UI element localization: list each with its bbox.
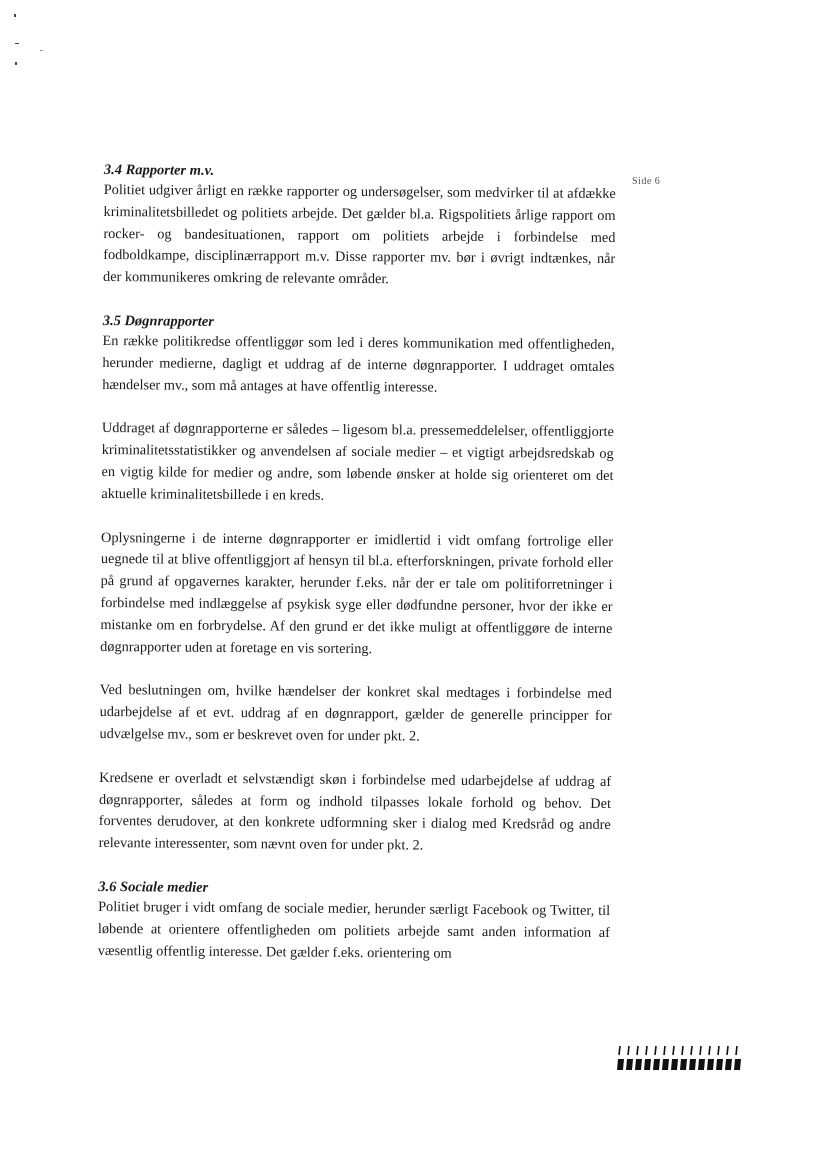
- document-body: [98, 160, 616, 966]
- barcode-top-row: [619, 1046, 737, 1055]
- heading-3-4: 3.4 Rapporter m.v.: [103, 161, 215, 179]
- paragraph-3-5-2: Uddraget af døgnrapporterne er således – ligesom bl.a. pressemeddelelser, offentliggjorte kriminalitetsstatistikker og anvendelsen af sociale medier – et vigtigt arbejdsredskab og en vigtig kilde for medier og andre, som løbende ønsker at holde sig orienteret om det aktuelle kriminalitetsbillede i en kreds.: [101, 420, 614, 504]
- page-number-label: Side 6: [632, 176, 661, 187]
- paragraph-3-5-5: Kredsene er overladt et selvstændigt skøn i forbindelse med udarbejdelse af uddrag af døgnrapporter, således at form og indhold tilpasses lokale forhold og behov. Det forventes derudover, at den konkrete udformning sker i dialog med Kredsråd og andre relevante interessenter, som nævnt oven for under pkt. 2.: [98, 769, 612, 854]
- paragraph-3-5-3: Oplysningerne i de interne døgnrapporter er imidlertid i vidt omfang fortrolige eller uegnede til at blive offentliggjort af hensyn til bl.a. efterforskningen, private forhold eller på grund af opgavernes karakter, herunder f.eks. når der er tale om politiforretninger i forbindelse med indlæggelse af psykisk syge eller dødfundne personer, hvor der ikke er mistanke om en forbrydelse. Af den grund er det ikke muligt at offentliggøre de interne døgnrapporter uden at foretage en vis sortering.: [100, 529, 614, 657]
- heading-3-6: 3.6 Sociale medier: [98, 878, 209, 896]
- paragraph-3-6-1: Politiet bruger i vidt omfang de sociale medier, herunder særligt Facebook og Twitter, til løbende at orientere offentligheden om politiets arbejde samt anden information af væsentlig offentlig interesse. Det gælder f.eks. orientering om: [97, 898, 611, 962]
- paragraph-3-5-1: En række politikredse offentliggør som led i deres kommunikation med offentligheden, herunder medierne, dagligt et uddrag af de interne døgnrapporter. I uddraget omtales hændelser mv., som må antages at have offentlig interesse.: [102, 332, 615, 396]
- barcode-stamp: [616, 1044, 748, 1072]
- heading-3-5: 3.5 Døgnrapporter: [102, 312, 214, 330]
- scan-artifact-marks: [10, 10, 50, 70]
- paragraph-3-5-4: Ved beslutningen om, hvilke hændelser der konkret skal medtages i forbindelse med udarbejdelse af et evt. uddrag af en døgnrapport, gælder de generelle principper for udvælgelse mv., som er beskrevet oven for under pkt. 2.: [99, 682, 612, 745]
- paragraph-3-4-1: Politiet udgiver årligt en række rapporter og undersøgelser, som medvirker til at afdække kriminalitetsbilledet og politiets arbejde. Det gælder bl.a. Rigspolitiets årlige rapport om rocker- og bandesituationen, rapport om politiets arbejde i forbindelse med fodboldkampe, disciplinærrapport m.v. Disse rapporter mv. bør i øvrigt indtænkes, når der kommunikeres omkring de relevante områder.: [103, 181, 616, 288]
- barcode-bottom-row: [617, 1059, 741, 1070]
